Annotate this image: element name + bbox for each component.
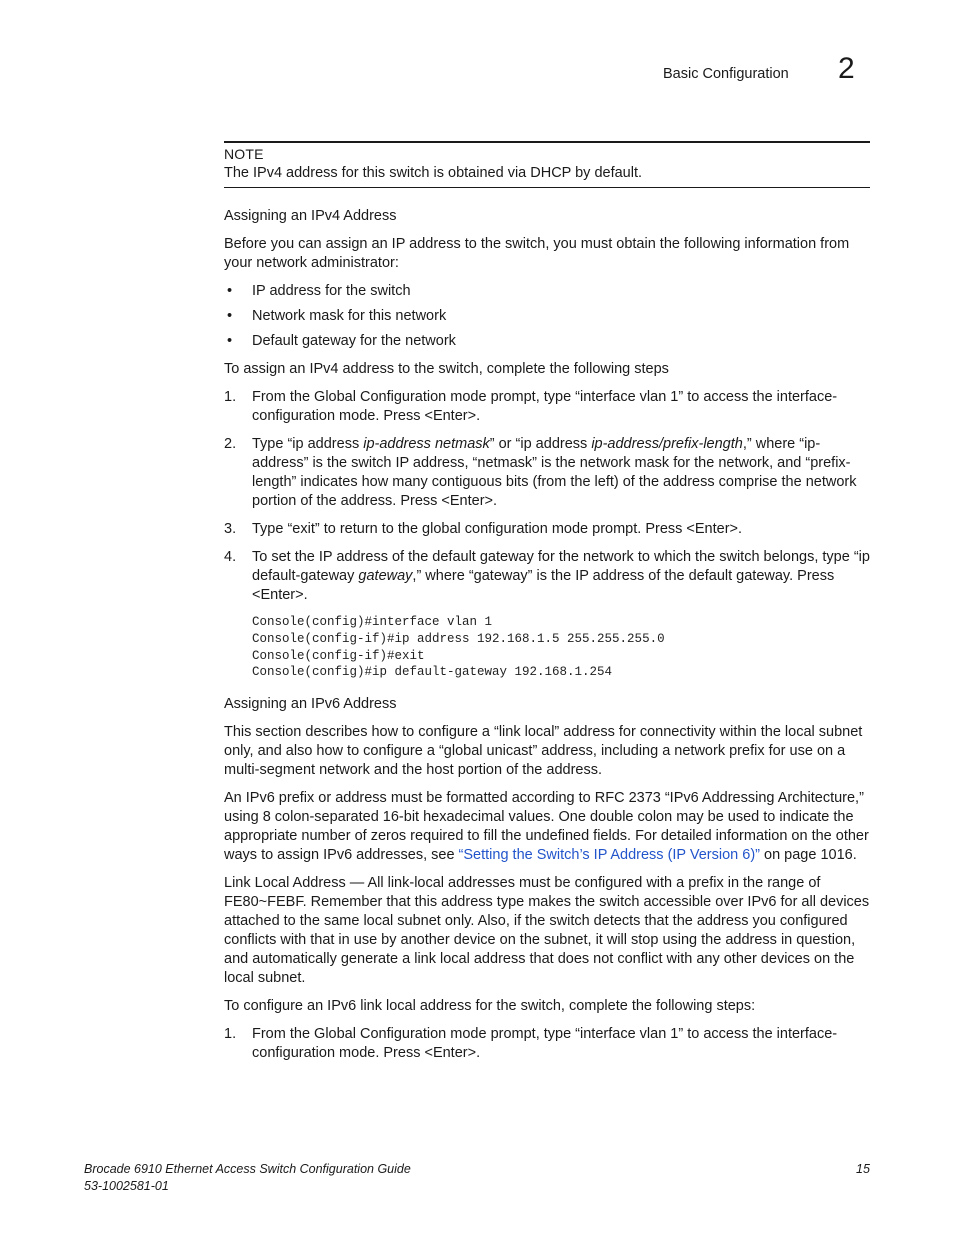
note-label: NOTE [224, 146, 264, 162]
step-number: 1. [224, 1026, 237, 1043]
ipv6-paragraph-3: Link Local Address — All link-local addresses must be configured with a prefix in the range of FE80~FEBF. Remember that this address type makes the switch accessible over IPv6 for all devices attached to the same local subnet only. Also, if the switch detects that the address you configured conflicts with that in use by another device on the subnet, it will stop using the address in question, and automatically generate a link local address that does not conflict with any other devices on the local subnet. [224, 875, 870, 987]
page-content [224, 141, 870, 1072]
step-text: Type “exit” to return to the global configuration mode prompt. Press <Enter>. [252, 521, 743, 537]
bullet-icon: • [227, 283, 233, 299]
ipv4-intro: Before you can assign an IP address to the switch, you must obtain the following information from your network administrator: [224, 236, 850, 271]
ipv4-steps-intro: To assign an IPv4 address to the switch, complete the following steps [224, 361, 669, 377]
step-text: From the Global Configuration mode prompt, type “interface vlan 1” to access the interface-configuration mode. Press <Enter>. [252, 389, 838, 424]
note-box [224, 141, 870, 188]
footer-doc-number: 53-1002581-01 [84, 1179, 169, 1193]
step-number: 1. [224, 389, 237, 405]
step-item [224, 520, 870, 539]
step-number: 2. [224, 436, 237, 452]
ipv6-paragraph-1: This section describes how to configure a “link local” address for connectivity within the local subnet only, and also how to configure a “global unicast” address, including a network prefix for use on a multi-segment network and the host portion of the address. [224, 724, 863, 779]
ipv4-steps [224, 388, 870, 605]
step-item [224, 548, 870, 605]
ipv4-heading: Assigning an IPv4 Address [224, 208, 397, 224]
step-number: 3. [224, 521, 237, 537]
footer-page-number: 15 [856, 1162, 870, 1176]
running-header-title: Basic Configuration [663, 66, 789, 82]
chapter-number: 2 [838, 52, 855, 85]
code-example: Console(config)#interface vlan 1 Console(config-if)#ip address 192.168.1.5 255.255.255.0 Console(config-if)#exit Console(config)#ip default-gateway 192.168.1.254 [252, 615, 665, 680]
cross-reference-link[interactable]: “Setting the Switch’s IP Address (IP Version 6)” [458, 847, 760, 864]
note-text: The IPv4 address for this switch is obtained via DHCP by default. [224, 165, 643, 181]
ipv6-steps-intro: To configure an IPv6 link local address for the switch, complete the following steps: [224, 998, 756, 1015]
step-text: Type “ip address ip-address netmask” or “ip address ip-address/prefix-length,” where “ip-address” is the switch IP address, “netmask” is the network mask for the network, and “prefix-length” indicates how many contiguous bits (from the left) of the address comprise the network portion of the address. Press <Enter>. [252, 436, 857, 509]
ipv6-steps [224, 1025, 870, 1063]
ipv6-heading: Assigning an IPv6 Address [224, 696, 397, 713]
list-item: • Network mask for this network [227, 308, 447, 324]
step-item [224, 1025, 870, 1063]
step-item [224, 388, 870, 426]
list-item: • IP address for the switch [227, 283, 411, 299]
step-number: 4. [224, 549, 237, 565]
footer-doc-title: Brocade 6910 Ethernet Access Switch Configuration Guide [84, 1162, 411, 1176]
step-text: From the Global Configuration mode prompt, type “interface vlan 1” to access the interface-configuration mode. Press <Enter>. [252, 1026, 838, 1062]
step-text: To set the IP address of the default gateway for the network to which the switch belongs, type “ip default-gateway gateway,” where “gateway” is the IP address of the default gateway. Press <Enter>. [252, 549, 870, 603]
list-item: • Default gateway for the network [227, 333, 456, 349]
ipv6-paragraph-2: An IPv6 prefix or address must be formatted according to RFC 2373 “IPv6 Addressing Architecture,” using 8 colon-separated 16-bit hexadecimal values. One double colon may be used to indicate the appropriate number of zeros required to fill the undefined fields. For detailed information on the other ways to assign IPv6 addresses, see “Setting the Switch’s IP Address (IP Version 6)” on page 1016. [224, 790, 869, 864]
ipv4-requirements-list [224, 282, 870, 351]
step-item [224, 435, 870, 511]
bullet-icon: • [227, 333, 233, 349]
bullet-icon: • [227, 308, 233, 324]
